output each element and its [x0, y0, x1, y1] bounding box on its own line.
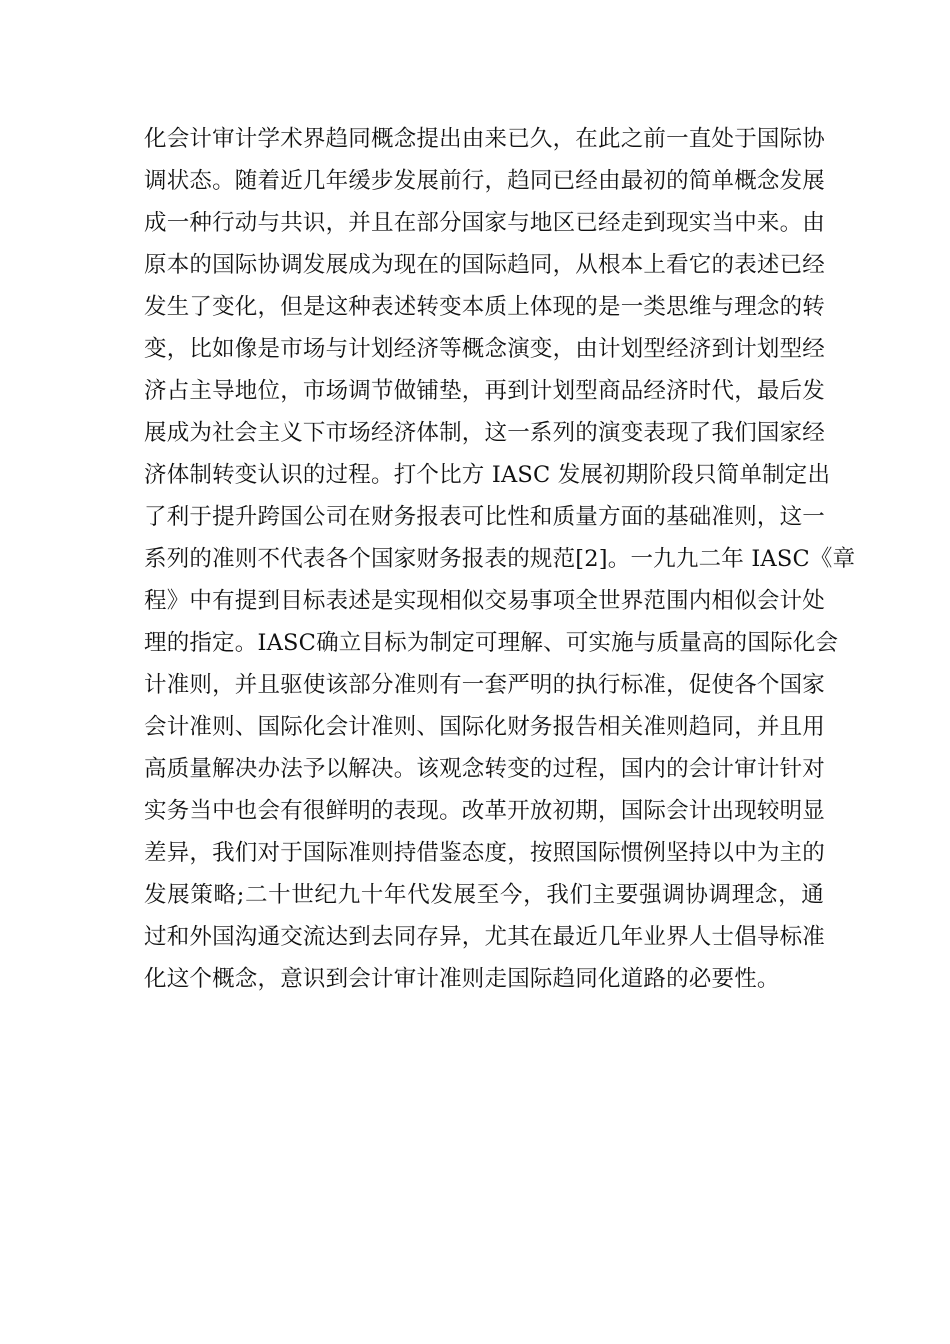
text-line: 实务当中也会有很鲜明的表现。改革开放初期，国际会计出现较明显 — [144, 798, 826, 824]
text-line: 原本的国际协调发展成为现在的国际趋同，从根本上看它的表述已经 — [144, 252, 826, 278]
text-line: 成一种行动与共识，并且在部分国家与地区已经走到现实当中来。由 — [144, 210, 826, 236]
text-line: 济占主导地位，市场调节做铺垫，再到计划型商品经济时代，最后发 — [144, 378, 826, 404]
text-line: 计准则，并且驱使该部分准则有一套严明的执行标准，促使各个国家 — [144, 672, 826, 698]
text-line: 系列的准则不代表各个国家财务报表的规范[2]。一九九二年 IASC《章 — [144, 546, 856, 572]
text-line: 展成为社会主义下市场经济体制，这一系列的演变表现了我们国家经 — [144, 420, 826, 446]
text-line: 高质量解决办法予以解决。该观念转变的过程，国内的会计审计针对 — [144, 756, 826, 782]
text-line: 过和外国沟通交流达到去同存异，尤其在最近几年业界人士倡导标准 — [144, 924, 826, 950]
text-line: 发生了变化，但是这种表述转变本质上体现的是一类思维与理念的转 — [144, 294, 826, 320]
text-line: 化会计审计学术界趋同概念提出由来已久，在此之前一直处于国际协 — [144, 126, 826, 152]
text-line: 济体制转变认识的过程。打个比方 IASC 发展初期阶段只简单制定出 — [144, 462, 831, 488]
text-line: 调状态。随着近几年缓步发展前行，趋同已经由最初的简单概念发展 — [144, 168, 826, 194]
text-line: 了利于提升跨国公司在财务报表可比性和质量方面的基础准则，这一 — [144, 504, 826, 530]
text-line: 理的指定。IASC确立目标为制定可理解、可实施与质量高的国际化会 — [144, 630, 839, 656]
text-line: 变，比如像是市场与计划经济等概念演变，由计划型经济到计划型经 — [144, 336, 826, 362]
text-line-last: 化这个概念，意识到会计审计准则走国际趋同化道路的必要性。 — [144, 966, 780, 992]
text-line: 差异，我们对于国际准则持借鉴态度，按照国际惯例坚持以中为主的 — [144, 840, 826, 866]
text-line: 会计准则、国际化会计准则、国际化财务报告相关准则趋同，并且用 — [144, 714, 826, 740]
text-line: 发展策略;二十世纪九十年代发展至今，我们主要强调协调理念，通 — [144, 882, 824, 908]
body-paragraph — [144, 118, 856, 1000]
text-line: 程》中有提到目标表述是实现相似交易事项全世界范围内相似会计处 — [144, 588, 826, 614]
